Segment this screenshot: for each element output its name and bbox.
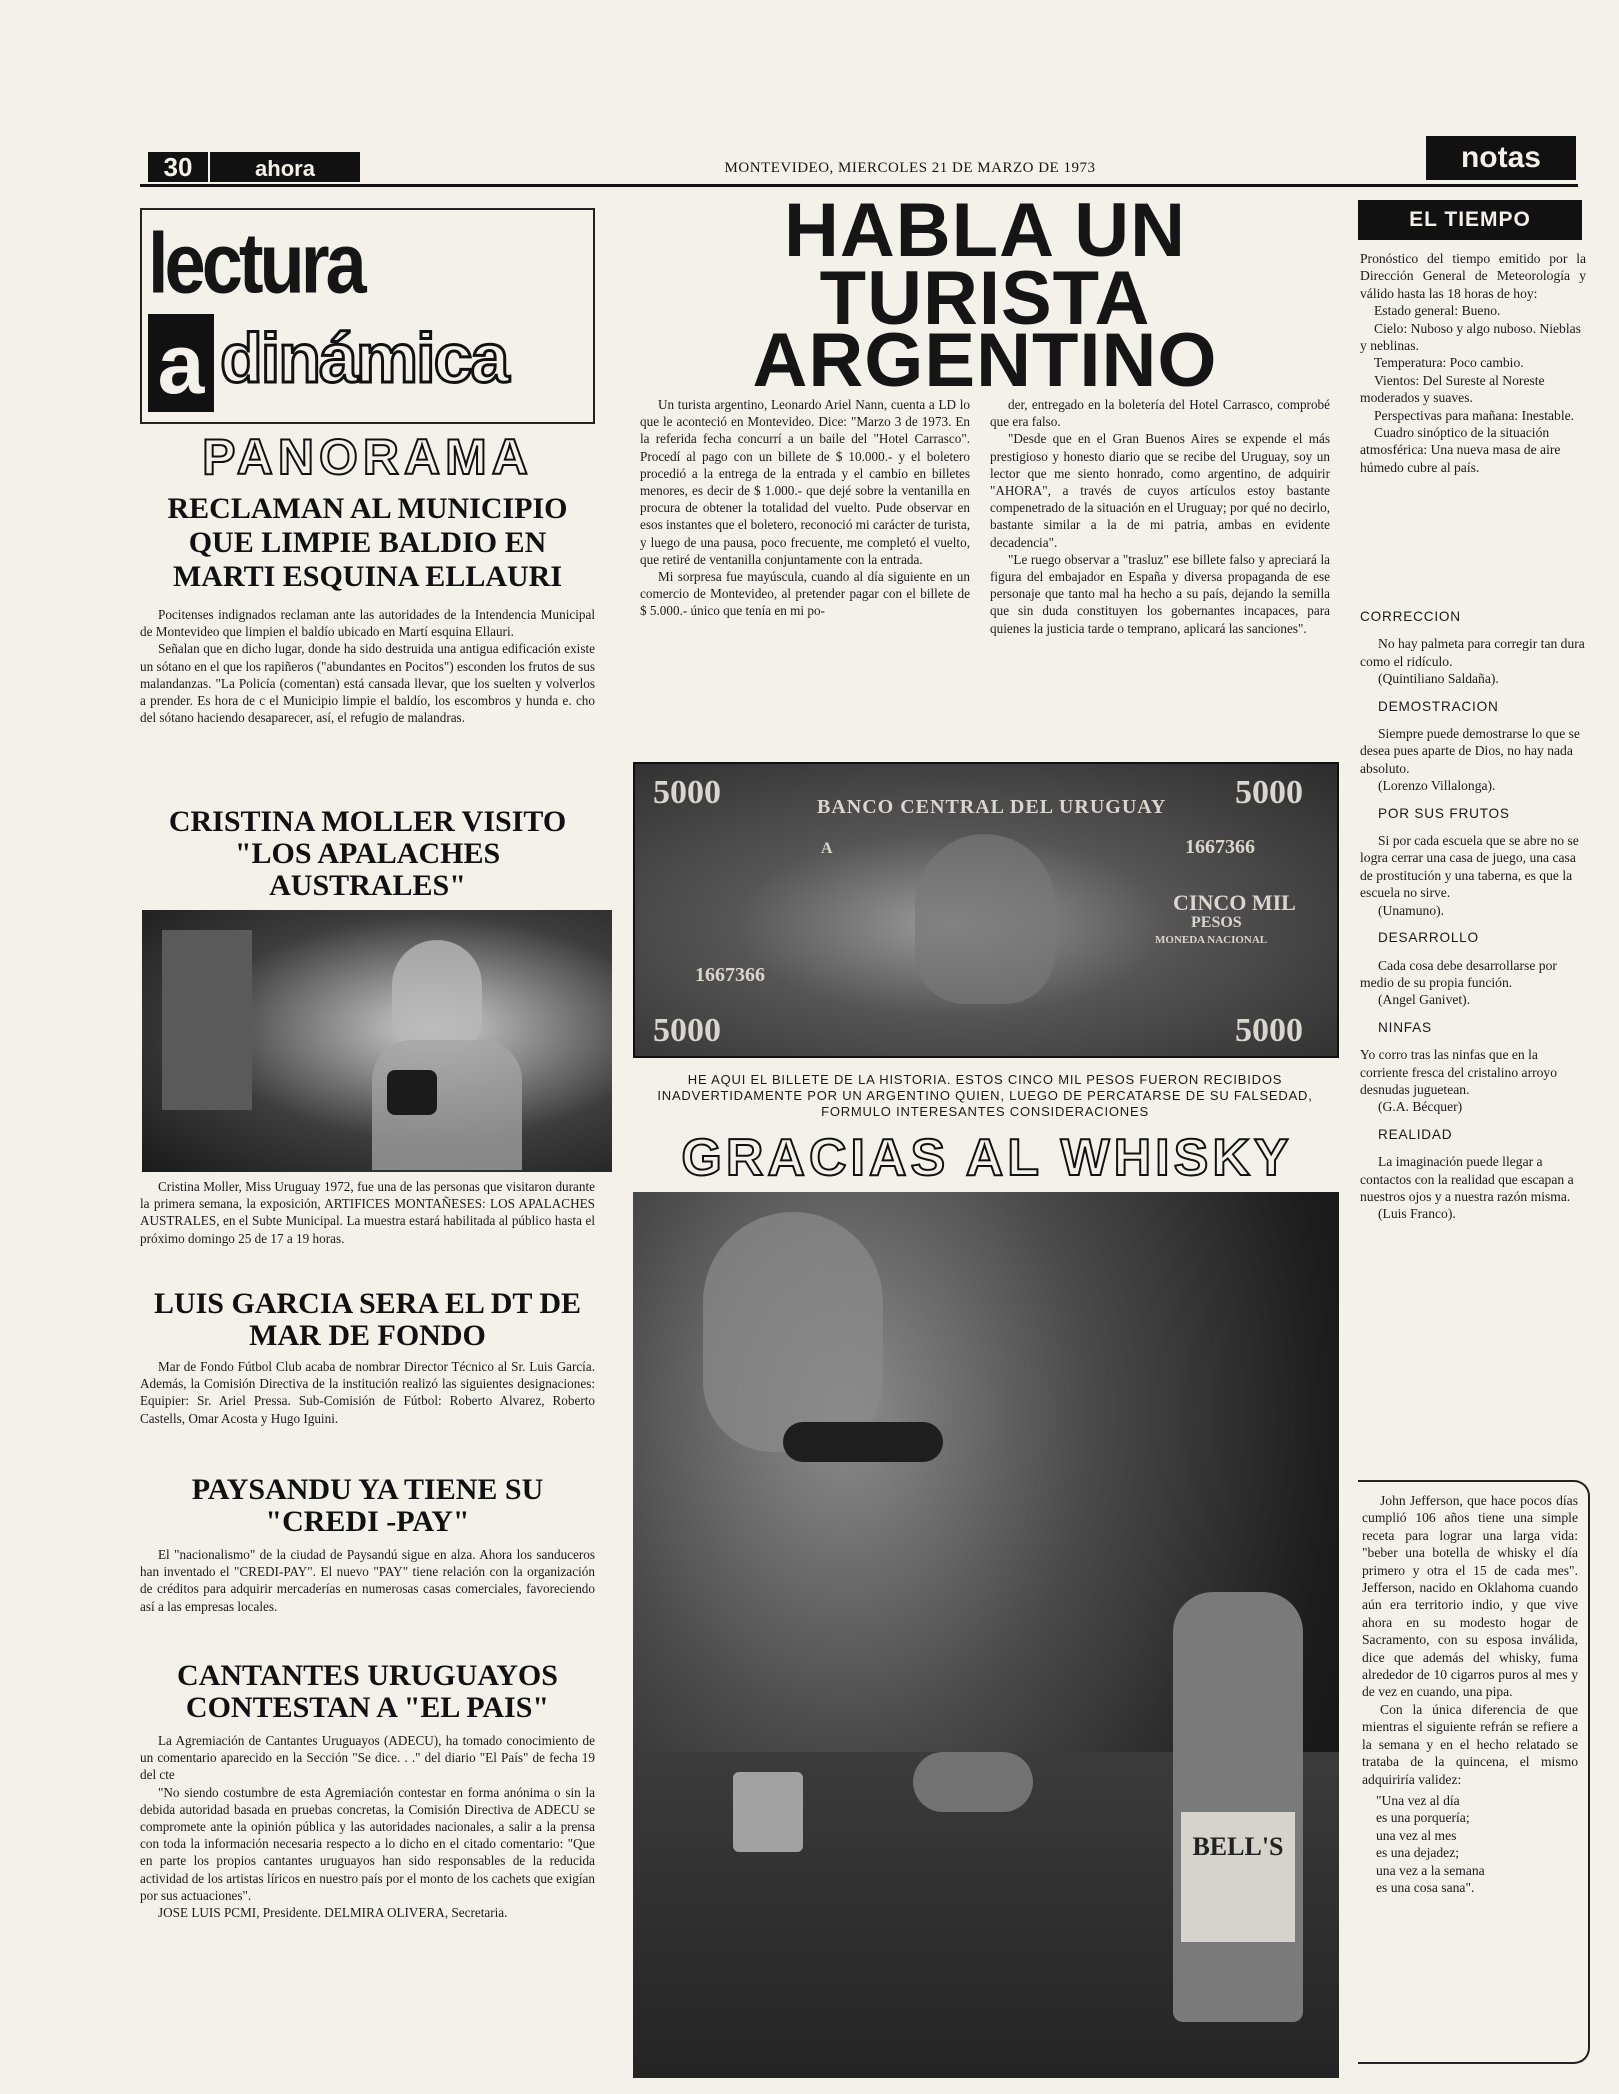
turista-paragraph: "Le ruego observar a "trasluz" ese billete falso y apreciará la figura del embajador en España y diversa propaganda de ese personaje que tanto mal ha hecho a su país, dejando la semilla que sin duda constituyen los gobernantes incapaces, para quienes la justicia tarde o temprano, aplicará las sanciones". [990, 551, 1330, 636]
story3-body [140, 1358, 595, 1427]
turista-column-2 [990, 396, 1330, 637]
bill-value-words: CINCO MIL [1173, 890, 1296, 915]
quote-block [1360, 1019, 1586, 1116]
masthead-letter-a: a [148, 314, 214, 412]
quote-text: Cada cosa debe desarrollarse por medio de su propia función. [1360, 957, 1557, 990]
quote-text: Yo corro tras las ninfas que en la corriente fresca del cristalino arroyo desnudas juguetean. [1360, 1047, 1558, 1097]
gracias-al-whisky-title: GRACIAS AL WHISKY [681, 1129, 1293, 1187]
jefferson-story [1362, 1492, 1578, 1896]
el-tiempo-title: EL TIEMPO [1358, 200, 1582, 240]
verse-line: es una dejadez; [1376, 1845, 1460, 1861]
jefferson-paragraph: John Jefferson, que hace pocos días cumplió 106 años tiene una simple receta para lograr una larga vida: "beber una botella de whisky el día primero y otra el 15 de cada mes". Jefferson, nacido en Oklahoma cuando aún era territorio indio, y que vive ahora en su modesto hogar de Sacramento, con su esposa inválida, dice que además del whisky, fuma alrededor de 10 cigarros puros al mes y de vez en cuando, una pipa. [1362, 1493, 1578, 1700]
verse-line: una vez a la semana [1376, 1862, 1485, 1878]
quote-block [1360, 608, 1586, 688]
turista-paragraph: Mi sorpresa fue mayúscula, cuando al día siguiente en un comercio de Montevideo, al pretender pagar con el billete de $ 5.000.- único que tenía en mi po- [640, 569, 970, 619]
quote-heading: POR SUS FRUTOS [1378, 805, 1510, 821]
photo-man-head [703, 1212, 883, 1452]
quote-text: Si por cada escuela que se abre no se logra cerrar una casa de juego, una casa de prostitución y una taberna, es que la escuela no sirve. [1360, 833, 1579, 901]
pipe-icon [783, 1422, 943, 1462]
story3-paragraph: Mar de Fondo Fútbol Club acaba de nombrar Director Técnico al Sr. Luis García. Además, la Comisión Directiva de la institución realizó las siguientes designaciones: Equipier: Sr. Ariel Pressa. Sub-Comisión de Fútbol: Roberto Alvarez, Roberto Castells, Omar Acosta y Hugo Iguini. [140, 1359, 595, 1426]
verse-line: es una porquería; [1376, 1810, 1470, 1826]
header-rule [140, 184, 1578, 187]
photo-window [162, 930, 252, 1110]
bill-denomination-tr: 5000 [1235, 774, 1303, 811]
ashtray-icon [913, 1752, 1033, 1812]
whisky-photo [633, 1192, 1339, 2078]
verse-line: es una cosa sana". [1376, 1879, 1475, 1895]
bill-denomination-bl: 5000 [653, 1012, 721, 1049]
glass-icon [733, 1772, 803, 1852]
quote-heading: CORRECCION [1360, 609, 1461, 624]
quote-author: (Luis Franco). [1378, 1206, 1456, 1222]
quote-author: (Quintiliano Saldaña). [1378, 671, 1499, 687]
turista-paragraph: "Desde que en el Gran Buenos Aires se expende el más prestigioso y honesto diario que se recibe del Uruguay, soy un lector que me siento honrado, como argentino, de adquirir "AHORA", a través de cuyos artículos estoy bastante compenetrado de la situación en el Uruguay; por qué no decirlo, bastante similar a la de mi patria, ambas en evidente decadencia". [990, 431, 1330, 550]
bill-moneda: MONEDA NACIONAL [1155, 934, 1268, 946]
tiempo-item: Cuadro sinóptico de la situación atmosférica: Una nueva masa de aire húmedo cubre al país. [1360, 425, 1561, 475]
tiempo-intro: Pronóstico del tiempo emitido por la Dirección General de Meteorología y válido hasta las 18 horas de hoy: [1360, 251, 1586, 301]
camera-icon [387, 1070, 437, 1115]
tiempo-item: Estado general: Bueno. [1374, 303, 1501, 319]
lectura-dinamica-masthead [140, 208, 595, 424]
quote-author: (G.A. Bécquer) [1378, 1099, 1463, 1115]
jefferson-paragraph: Con la única diferencia de que mientras el siguiente refrán se refiere a la semana y en el hecho relatado se trataba de la quincena, el mismo adquiriría validez: [1362, 1701, 1578, 1787]
story1-paragraph: Pocitenses indignados reclaman ante las autoridades de la Intendencia Municipal de Montevideo que limpien el baldío ubicado en Martí esquina Ellauri. [140, 607, 595, 640]
quote-block [1360, 1126, 1586, 1223]
masthead-dinamica: dinámica [220, 319, 508, 397]
story2-caption [140, 1178, 595, 1247]
quote-block [1360, 805, 1586, 919]
quote-text: La imaginación puede llegar a contactos con la realidad que escapan a nuestros ojos y a nuestra razón misma. [1360, 1154, 1574, 1204]
tiempo-item: Perspectivas para mañana: Inestable. [1374, 407, 1575, 423]
quote-heading: NINFAS [1378, 1019, 1432, 1035]
section-name: ahora [210, 152, 360, 182]
bill-caption: HE AQUI EL BILLETE DE LA HISTORIA. ESTOS CINCO MIL PESOS FUERON RECIBIDOS INADVERTIDAMENTE POR UN ARGENTINO QUIEN, LUEGO DE PERCATARSE DE SU FALSEDAD, FORMULO INTERESANTES CONSIDERACIONES [657, 1072, 1313, 1119]
bill-currency: PESOS [1191, 914, 1242, 931]
page-number: 30 [148, 152, 208, 182]
tiempo-item: Vientos: Del Sureste al Noreste moderados y suaves. [1360, 372, 1545, 406]
story1-body [140, 606, 595, 726]
notas-label: notas [1426, 136, 1576, 180]
whisky-bottle [1173, 1592, 1303, 2022]
quote-block [1360, 929, 1586, 1009]
story5-signature: JOSE LUIS PCMI, Presidente. DELMIRA OLIVERA, Secretaria. [158, 1905, 508, 1921]
cristina-moller-photo [142, 910, 612, 1172]
main-headline-line1: HABLA UN [783, 188, 1187, 273]
refran-verse [1362, 1792, 1578, 1896]
story4-body [140, 1546, 595, 1615]
dateline: MONTEVIDEO, MIERCOLES 21 DE MARZO DE 1973 [724, 160, 1096, 176]
main-headline-line3: ARGENTINO [752, 318, 1218, 403]
story5-body [140, 1732, 595, 1921]
quote-author: (Angel Ganivet). [1378, 992, 1471, 1008]
bottle-label: BELL'S [1181, 1812, 1295, 1942]
story4-headline: PAYSANDU YA TIENE SU "CREDI -PAY" [191, 1473, 544, 1538]
quote-text: Siempre puede demostrarse lo que se desea pues aparte de Dios, no hay nada absoluto. [1360, 726, 1580, 776]
bill-bank-name: BANCO CENTRAL DEL URUGUAY [817, 796, 1167, 818]
quote-heading: DEMOSTRACION [1378, 698, 1499, 714]
story5-paragraph: "No siendo costumbre de esta Agremiación contestar en forma anónima o sin la debida autoridad basada en pruebas concretas, la Comisión Directiva de ADECU se compromete ante la opinión pública y las autoridades nacionales, a salir a la prensa con toda la información necesaria respecto a lo dicho en el citado comentario: "Que en parte los propios cantantes uruguayos han sido responsables de la reducida actividad de los artistas líricos en nuestro país por el monto de los cachets que exigían por sus actuaciones". [140, 1784, 595, 1903]
photo-figure-head [392, 940, 482, 1050]
main-headline-line2: TURISTA [819, 256, 1151, 341]
banknote-image [633, 762, 1339, 1058]
story5-paragraph: La Agremiación de Cantantes Uruguayos (ADECU), ha tomado conocimiento de un comentario aparecido en la Sección "Se dice. . ." del diario "El País" de fecha 19 del cte [140, 1733, 595, 1783]
story4-paragraph: El "nacionalismo" de la ciudad de Paysandú sigue en alza. Ahora los sanduceros han inventado el "CREDI-PAY". El nuevo "PAY" tiene relación con la organización de créditos para adquirir mercaderías en numerosas casas comerciales, favoreciendo así a las empresas locales. [140, 1547, 595, 1614]
panorama-title: PANORAMA [202, 429, 533, 485]
masthead-lectura: lectura [148, 215, 363, 311]
verse-line: "Una vez al día [1376, 1792, 1460, 1808]
quote-author: (Unamuno). [1378, 902, 1445, 918]
bill-denomination-tl: 5000 [653, 774, 721, 811]
story1-headline: RECLAMAN AL MUNICIPIO QUE LIMPIE BALDIO EN MARTI ESQUINA ELLAURI [167, 492, 568, 593]
story5-headline: CANTANTES URUGUAYOS CONTESTAN A "EL PAIS" [177, 1659, 558, 1724]
quote-heading: REALIDAD [1378, 1126, 1453, 1142]
story2-headline: CRISTINA MOLLER VISITO "LOS APALACHES AUSTRALES" [168, 805, 567, 902]
bill-denomination-br: 5000 [1235, 1012, 1303, 1049]
quote-author: (Lorenzo Villalonga). [1378, 778, 1496, 794]
turista-paragraph: der, entregado en la boletería del Hotel Carrasco, comprobé que era falso. [990, 397, 1330, 430]
quote-block [1360, 698, 1586, 795]
bill-portrait [915, 834, 1055, 1004]
quote-text: No hay palmeta para corregir tan dura como el ridículo. [1360, 636, 1585, 669]
story3-headline: LUIS GARCIA SERA EL DT DE MAR DE FONDO [153, 1287, 582, 1352]
bill-series: A [821, 840, 833, 857]
turista-paragraph: Un turista argentino, Leonardo Ariel Nann, cuenta a LD lo que le aconteció en Montevideo. Dice: "Marzo 3 de 1973. En la referida fecha concurrí a un baile del "Hotel Carrasco". Procedí al pago con un billete de $ 10.000.- y el boletero procedió a la entrega de la entrada y el cambio en billetes menores, es decir de $ 1.000.- que dejé sobre la ventanilla en procura de obtener la totalidad del vuelto. Pude observar en esos instantes que el boletero, reconoció mi carácter de turista, y luego de una pausa, poco frecuente, me completó el vuelto, que retiré de ventanilla conjuntamente con la entrada. [640, 397, 970, 567]
tiempo-forecast [1360, 250, 1586, 476]
bill-serial-right: 1667366 [1185, 836, 1255, 858]
quote-heading: DESARROLLO [1378, 930, 1479, 946]
turista-column-1 [640, 396, 970, 620]
story1-paragraph: Señalan que en dicho lugar, donde ha sido destruida una antigua edificación existe un sótano en el que los rapiñeros ("abundantes en Pocitos") esconden los frutos de sus malandanzas. "La Policía (comentan) está cansada llevar, que los suelten y volverlos a prender. Es hora de c el Municipio limpie el baldío, los escombros y hunda e. cho del sótano haciendo desaparecer, así, el refugio de malandras. [140, 641, 595, 726]
tiempo-item: Temperatura: Poco cambio. [1374, 355, 1524, 371]
bill-serial-left: 1667366 [695, 964, 765, 986]
tiempo-item: Cielo: Nuboso y algo nuboso. Nieblas y neblinas. [1360, 320, 1581, 354]
story2-caption-text: Cristina Moller, Miss Uruguay 1972, fue una de las personas que visitaron durante la primera semana, la exposición, ARTIFICES MONTAÑESES: LOS APALACHES AUSTRALES, en el Subte Municipal. La muestra estará habilitada al público hasta el próximo domingo 25 de 17 a 19 horas. [140, 1179, 595, 1246]
quotes-list [1360, 608, 1586, 1223]
verse-line: una vez al mes [1376, 1827, 1457, 1843]
